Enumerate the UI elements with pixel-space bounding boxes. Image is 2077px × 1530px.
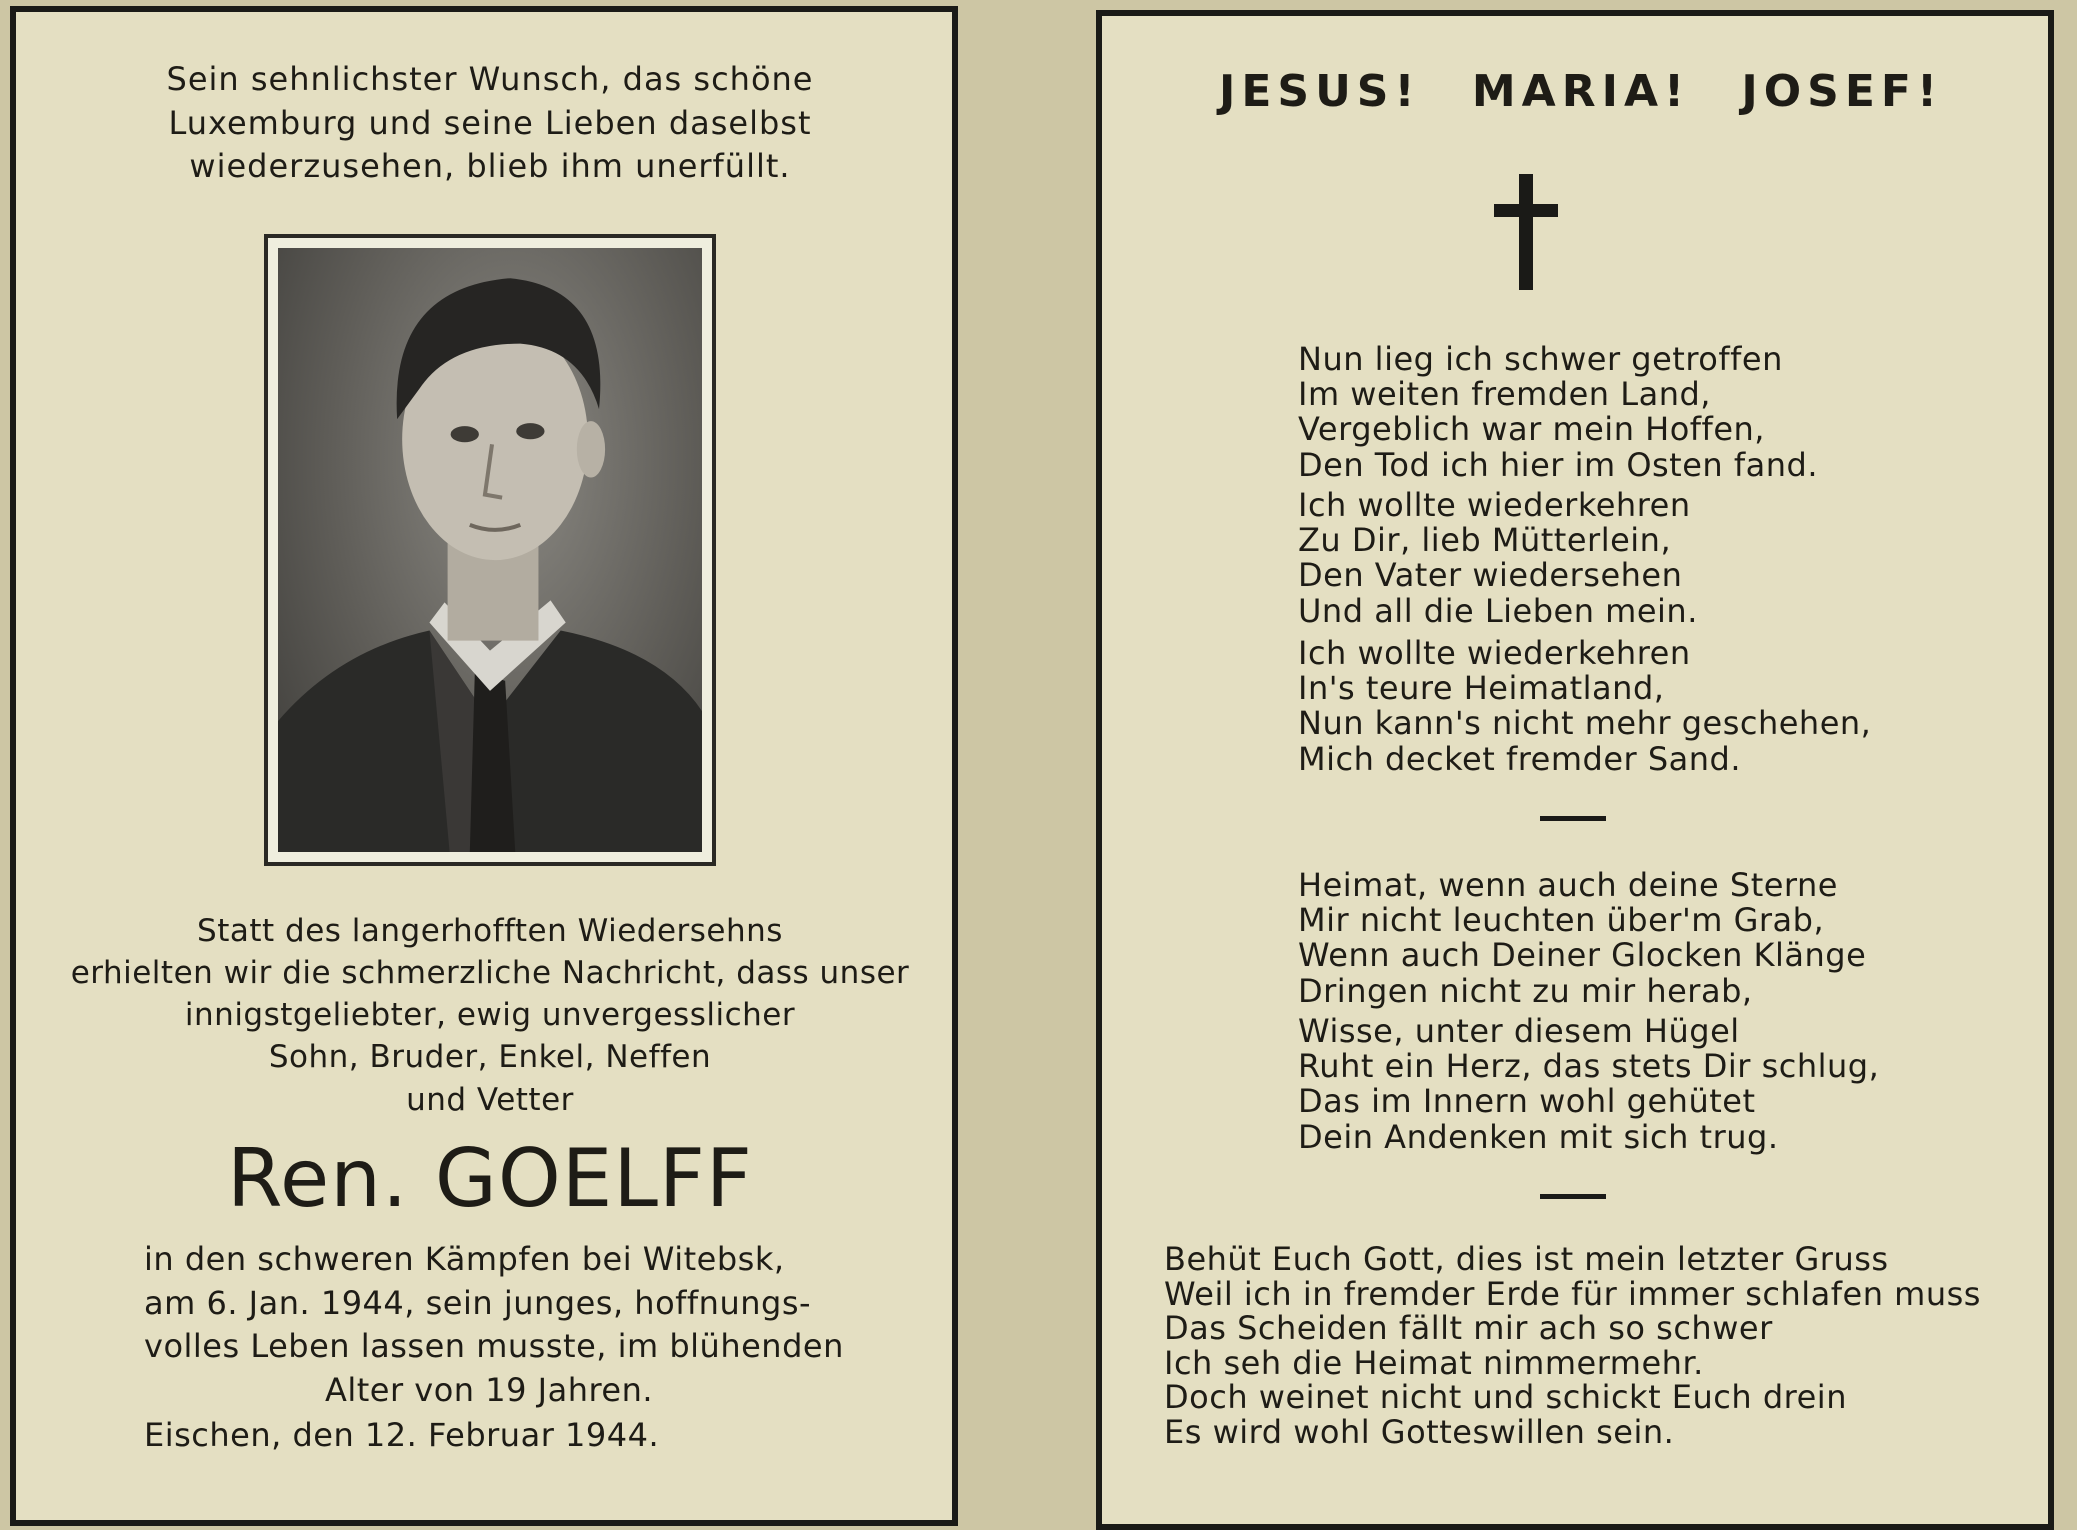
poem-stanza (1298, 1014, 1879, 1155)
poem-line: Heimat, wenn auch deine Sterne (1298, 866, 1838, 904)
poem-stanza (1298, 488, 1698, 629)
announcement-line: Sohn, Bruder, Enkel, Neffen (268, 1039, 712, 1076)
poem-line: Vergeblich war mein Hoffen, (1298, 410, 1765, 449)
poem-line: Den Tod ich hier im Osten fand. (1298, 445, 1818, 484)
poem-stanza (1298, 342, 1818, 483)
poem-stanza (1298, 868, 1866, 1009)
farewell-verse (1164, 1242, 1981, 1449)
announcement-line: Statt des langerhofften Wiedersehns (197, 913, 783, 949)
invocation-heading: JESUS! MARIA! JOSEF! (1218, 66, 1944, 117)
memorial-card-right (1096, 10, 2054, 1530)
poem-line: Mir nicht leuchten über'm Grab, (1298, 901, 1825, 940)
poem-line: Das im Innern wohl gehütet (1298, 1082, 1756, 1121)
poem-line: Nun kann's nicht mehr geschehen, (1298, 704, 1872, 743)
farewell-line: Doch weinet nicht und schickt Euch drein (1164, 1378, 1847, 1417)
portrait-photo (278, 248, 702, 852)
deceased-name: Ren. GOELFF (227, 1132, 753, 1225)
farewell-line: Ich seh die Heimat nimmermehr. (1164, 1343, 1704, 1382)
details-line: in den schweren Kämpfen bei Witebsk, (144, 1240, 785, 1278)
poem-line: Dringen nicht zu mir herab, (1298, 971, 1753, 1010)
poem-line: Wenn auch Deiner Glocken Klänge (1298, 936, 1867, 975)
portrait-frame (264, 234, 716, 866)
death-details (144, 1238, 844, 1412)
poem-line: Ich wollte wiederkehren (1298, 634, 1691, 672)
poem-line: In's teure Heimatland, (1298, 669, 1665, 708)
poem-line: Den Vater wiedersehen (1298, 556, 1683, 595)
place-date: Eischen, den 12. Februar 1944. (144, 1416, 660, 1454)
poem-stanza (1298, 636, 1871, 777)
cross-icon (1494, 174, 1558, 290)
poem-line: Ich wollte wiederkehren (1298, 486, 1691, 524)
poem-line: Mich decket fremder Sand. (1298, 739, 1742, 778)
poem-line: Dein Andenken mit sich trug. (1298, 1117, 1779, 1156)
announcement-line: erhielten wir die schmerzliche Nachricht, dass unser (70, 955, 910, 992)
intro-line: wiederzusehen, blieb ihm unerfüllt. (189, 147, 791, 186)
poem-line: Im weiten fremden Land, (1298, 375, 1711, 414)
details-line: am 6. Jan. 1944, sein junges, hoffnungs- (144, 1283, 812, 1322)
intro-line: Luxemburg und seine Lieben daselbst (168, 103, 812, 142)
poem-line: Ruht ein Herz, das stets Dir schlug, (1298, 1047, 1880, 1086)
section-divider (1540, 816, 1606, 821)
farewell-line: Das Scheiden fällt mir ach so schwer (1164, 1309, 1773, 1348)
announcement-line: innigstgeliebter, ewig unvergesslicher (184, 997, 796, 1034)
details-line: volles Leben lassen musste, im blühenden (144, 1327, 844, 1366)
poem-line: Wisse, unter diesem Hügel (1298, 1012, 1740, 1050)
details-line: Alter von 19 Jahren. (324, 1370, 654, 1409)
farewell-line: Weil ich in fremder Erde für immer schlafen muss (1164, 1274, 1981, 1313)
intro-line: Sein sehnlichster Wunsch, das schöne (166, 60, 814, 98)
poem-line: Und all die Lieben mein. (1298, 591, 1698, 630)
announcement-text (16, 910, 964, 1121)
memorial-card-left (10, 6, 958, 1526)
farewell-line: Behüt Euch Gott, dies ist mein letzter Gruss (1164, 1240, 1889, 1278)
portrait-illustration (278, 248, 702, 852)
farewell-line: Es wird wohl Gotteswillen sein. (1164, 1412, 1675, 1451)
announcement-line: und Vetter (406, 1081, 574, 1118)
intro-text (16, 58, 964, 189)
section-divider (1540, 1194, 1606, 1199)
poem-line: Nun lieg ich schwer getroffen (1298, 340, 1783, 378)
poem-line: Zu Dir, lieb Mütterlein, (1298, 521, 1672, 560)
